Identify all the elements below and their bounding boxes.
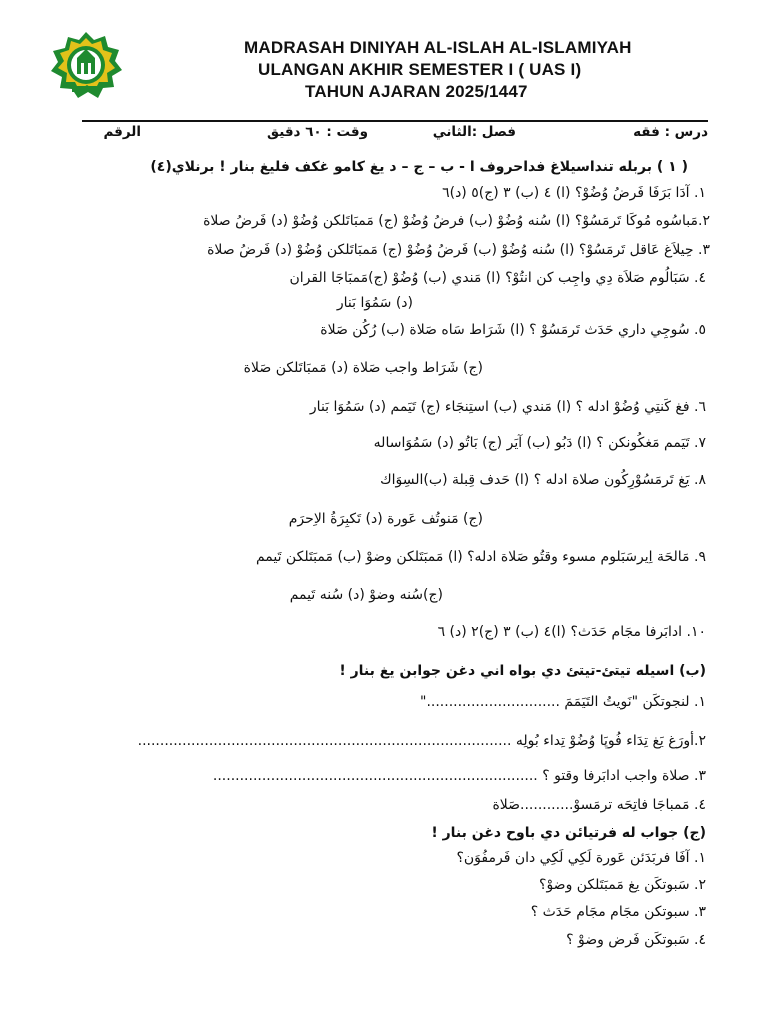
exam-info-row — [0, 124, 768, 146]
question-9: ٩. مَالحَة اِيرسَبَلوم مسوء وقتُو صَلاة ادله؟ (ا) مَمبَتَلكن وضوْ (ب) مَمبَتَلكن تَيمم — [255, 549, 706, 565]
essay-question-2: ٢. سَبوتكَن يغ مَمبَتَلكن وضوْ؟ — [539, 877, 706, 893]
question-4-option-d: (د) سَمُوَا بَنار — [336, 295, 413, 311]
info-number: الرقم — [103, 124, 141, 140]
question-10: ١٠. ادابَرفا مجَام حَدَث؟ (ا)٤ (ب) ٣ (ج)٢ (د) ٦ — [437, 624, 706, 640]
school-emblem-icon — [48, 30, 124, 100]
section-b-title: (ب) اسيله تيتئ-تيتئ دي بواه اني دغن جوابن يغ بنار ! — [339, 663, 706, 679]
fill-in-3: ٣. صلاة واجب ادابَرفا وقتو ؟ ......................................................................... — [212, 768, 706, 784]
section-a-title: ( ١ ) بربله تنداسيلاغ فداحروف ا - ب – ج – د يغ كامو غكف فليغ بنار ! برنلاي(٤) — [150, 159, 688, 175]
info-subject: درس : فقه — [633, 124, 708, 140]
info-time: وقت : ٦٠ دقيق — [267, 124, 368, 140]
question-3: ٣. حِيلاَغ عَاقل تَرمَسُوْ؟ (ا) سُنه وُضُوْ (ب) فَرضُ وُضُوْ (ج) مَمبَاتَلكن وُضُوْ (د) فَرضُ صلاة — [207, 242, 710, 258]
section-c-title: (ج) جواب له فرتيائن دي باوح دغن بنار ! — [431, 825, 706, 841]
question-8-options: (ج) مَنوتُف عَورة (د) تَكبِرَةُ الاِحرَم — [288, 511, 483, 527]
question-7: ٧. تَيَمم مَغكُونكن ؟ (ا) دَبُو (ب) آيَر (ج) بَاتُو (د) سَمُوَاساله — [373, 435, 706, 451]
fill-in-2: ٢.أورَغ يَغ تِدَاء فُوپَا وُضُوْ تِداء بُولِه .................................................................................... — [137, 733, 706, 749]
essay-question-1: ١. آفَا فربَدَئن عَورة لَكِي لَكِي دان فَرمفُوَن؟ — [456, 850, 706, 866]
header-divider — [82, 120, 708, 122]
question-8: ٨. يَغ تَرمَسُوْرِكُون صلاة ادله ؟ (ا) حَدف قِبلة (ب)السِوَاك — [380, 472, 706, 488]
fill-in-1: ١. لنجوتكَن "نَويتُ التَيَمَمَ .............................." — [420, 694, 706, 710]
question-5-options: (ج) شَرَاط واجب صَلاة (د) مَمبَاتَلكن صَلاة — [243, 360, 483, 376]
question-2: ٢.مَباسُوه مُوكَا تَرمَسُوْ؟ (ا) سُنه وُضُوْ (ب) فرضُ وُضُوْ (ج) مَمبَاتَلكن وُضُوْ (د) فَرضُ صلاة — [203, 213, 710, 229]
question-9-options: (ج)سُنه وضوْ (د) سُنه تَيمم — [289, 587, 443, 603]
info-class: فصل :الثاني — [432, 124, 516, 140]
question-5: ٥. سُوجِي داري حَدَث تَرمَسُوْ ؟ (ا) شَرَاط سَاه صَلاة (ب) رُكُن صَلاة — [320, 322, 706, 338]
essay-question-4: ٤. سَبوتكَن فَرض وضوْ ؟ — [566, 932, 706, 948]
fill-in-4: ٤. مَمباجَا فاتِحَه ترمَسوْ............صَلاة — [492, 797, 706, 813]
question-1: ١. آدَا بَرَفَا فَرضُ وُضُوْ؟ (ا) ٤ (ب) ٣ (ج)٥ (د)٦ — [442, 185, 706, 201]
question-6: ٦. فغ كَنتِي وُضُوْ ادله ؟ (ا) مَندي (ب) استِنجَاء (ج) تَيَمم (د) سَمُوَا بَنار — [309, 399, 706, 415]
exam-name: ULANGAN AKHIR SEMESTER I ( UAS I) — [258, 60, 582, 79]
academic-year: TAHUN AJARAN 2025/1447 — [305, 82, 528, 101]
question-4: ٤. سَبَالُوم صَلاَة دِي واجِب كن انتُوْ؟ (ا) مَندي (ب) وُضُوْ (ج)مَمبَاجَا القران — [289, 270, 706, 286]
essay-question-3: ٣. سبوتكن مجَام مجَام حَدَث ؟ — [530, 904, 706, 920]
school-name: MADRASAH DINIYAH AL-ISLAH AL-ISLAMIYAH — [244, 38, 632, 57]
